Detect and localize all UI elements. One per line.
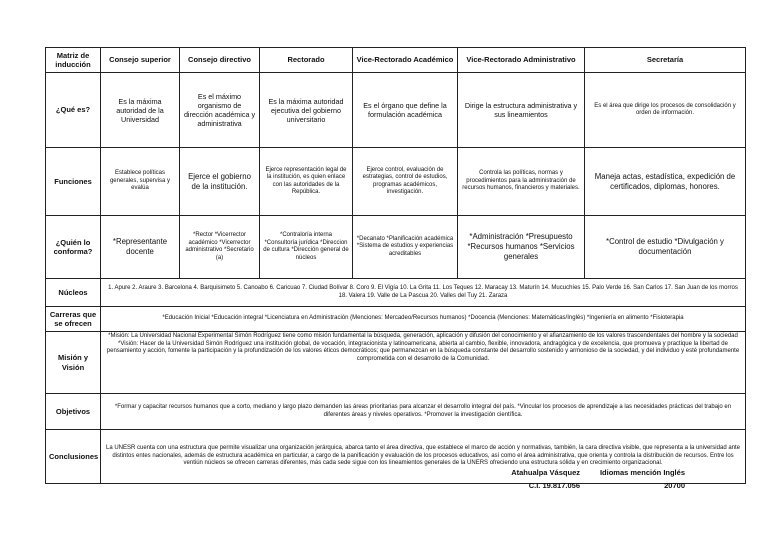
cell-funciones-consejo-superior: Establece políticas generales, supervisa y evalúa	[101, 148, 180, 216]
cell-nucleos: 1. Apure 2. Araure 3. Barcelona 4. Barquisimeto 5. Canoabo 6. Caricuao 7. Ciudad Bolívar 8. Coro 9. El Vigía 10. La Grita 11. Los Teques 12. Maracay 13. Maturín 14. Mucuchíes 15. Palo Verde 16. San Carlos 17. San Juan de los morros 18. Valera 19. Valle de La Pascua 20. Valles del Tuy 21. Zaraza	[101, 279, 746, 307]
row-label-objetivos: Objetivos	[46, 394, 101, 430]
header-row	[46, 48, 746, 73]
cell-conclusiones: La UNESR cuenta con una estructura que permite visualizar una organización jerárquica, abarca tanto el área directiva, que establece el marco de acción y normativas, también, la cara directiva visible, que representa a la universidad ante distintos entes nacionales, además de estructura académica en particular, a cargo de la panificación y evaluación de los procesos educativos, así como el área administrativa, que orienta y controla la distribución de recursos. Entre los ventiún núcleos se ofrecen carreras diferentes, más cada sede sigue con los lineamientos generales de la UNERS ofreciendo una estructura sólida y en crecimiento organizacional.	[101, 430, 746, 484]
cell-funciones-secretaria: Maneja actas, estadística, expedición de certificados, diplomas, honores.	[585, 148, 746, 216]
corner-header: Matriz de inducción	[46, 48, 101, 73]
cell-quien-vice-academico: *Decanato *Planificación académica *Sistema de estudios y experiencias acreditables	[353, 216, 458, 279]
cell-que-es-consejo-superior: Es la máxima autoridad de la Universidad	[101, 73, 180, 148]
cell-quien-secretaria: *Control de estudio *Divulgación y documentación	[585, 216, 746, 279]
cell-que-es-consejo-directivo: Es el máximo organismo de dirección académica y administrativa	[180, 73, 260, 148]
cell-funciones-vice-academico: Ejerce control, evaluación de estrategias, control de estudios, programas académicos, investigación.	[353, 148, 458, 216]
cell-que-es-rectorado: Es la máxima autoridad ejecutiva del gobierno universitario	[260, 73, 353, 148]
signature-id: C.I. 19.817.056	[528, 481, 580, 490]
induction-matrix-table	[45, 47, 746, 484]
header-secretaria: Secretaría	[585, 48, 746, 73]
signature-code: 20700	[664, 481, 685, 490]
row-label-mision-vision: Misión y Visión	[46, 332, 101, 394]
row-nucleos	[46, 279, 746, 307]
row-label-conclusiones: Conclusiones	[46, 430, 101, 484]
cell-funciones-rectorado: Ejerce representación legal de la institución, es quien enlace con las autoridades de la República.	[260, 148, 353, 216]
cell-objetivos: *Formar y capacitar recursos humanos que a corto, mediano y largo plazo demanden las áreas prioritarias para alcanzar el desarrollo integral del país. *Vincular los procesos de aprendizaje a las necesidades prácticas del trabajo en diferentes áreas y niveles operativos. *Promover la investigación científica.	[101, 394, 746, 430]
cell-quien-consejo-directivo: *Rector *Vicerrector académico *Vicerrector administrativo *Secretario (a)	[180, 216, 260, 279]
cell-quien-vice-administrativo: *Administración *Presupuesto *Recursos humanos *Servicios generales	[458, 216, 585, 279]
cell-quien-consejo-superior: *Representante docente	[101, 216, 180, 279]
row-label-funciones: Funciones	[46, 148, 101, 216]
header-vice-administrativo: Vice-Rectorado Administrativo	[458, 48, 585, 73]
signature-name: Atahualpa Vásquez	[511, 468, 580, 477]
header-consejo-superior: Consejo superior	[101, 48, 180, 73]
row-label-carreras: Carreras que se ofrecen	[46, 307, 101, 332]
row-carreras	[46, 307, 746, 332]
cell-carreras: *Educación Inicial *Educación integral *Licenciatura en Administración (Menciones: Mercadeo/Recursos humanos) *Docencia (Menciones: Matemáticas/Inglés) *Ingeniería en alimento *Fisioterapia	[101, 307, 746, 332]
header-consejo-directivo: Consejo directivo	[180, 48, 260, 73]
row-label-nucleos: Núcleos	[46, 279, 101, 307]
cell-funciones-vice-administrativo: Controla las políticas, normas y procedimientos para la administración de recursos humanos, financieros y materiales.	[458, 148, 585, 216]
header-rectorado: Rectorado	[260, 48, 353, 73]
cell-mision-vision: *Misión: La Universidad Nacional Experimental Simón Rodríguez tiene como misión fundamental la búsqueda, generación, aplicación y difusión del conocimiento y el afianzamiento de los valores trascendentales del hombre y la sociedad *Visión: Hacer de la Universidad Simón Rodríguez una institución global, de vocación, integracionista y latinoamericana, abierta al cambio, flexible, innovadora, andragógica y de excelencia, que promueva y practique la libertad de pensamiento y acción, fomente la participación y la profundización de los valores éticos democráticos; que permanezcan en la búsqueda constante del desarrollo sostenido y armonioso de la sociedad, y del individuo y esté profundamente comprometida con el desarrollo de la Comunidad.	[101, 332, 746, 394]
row-mision-vision	[46, 332, 746, 394]
cell-que-es-secretaria: Es el área que dirige los procesos de consolidación y orden de información.	[585, 73, 746, 148]
cell-que-es-vice-academico: Es el órgano que define la formulación académica	[353, 73, 458, 148]
signature-course: Idiomas mención Inglés	[599, 468, 685, 477]
row-label-quien-conforma: ¿Quién lo conforma?	[46, 216, 101, 279]
header-vice-academico: Vice-Rectorado Académico	[353, 48, 458, 73]
cell-funciones-consejo-directivo: Ejerce el gobierno de la institución.	[180, 148, 260, 216]
cell-que-es-vice-administrativo: Dirige la estructura administrativa y sus lineamientos	[458, 73, 585, 148]
row-objetivos	[46, 394, 746, 430]
row-quien-conforma	[46, 216, 746, 279]
cell-quien-rectorado: *Contraloría interna *Consultoría jurídica *Direccion de cultura *Dirección general de núcleos	[260, 216, 353, 279]
row-label-que-es: ¿Qué es?	[46, 73, 101, 148]
row-funciones	[46, 148, 746, 216]
row-que-es	[46, 73, 746, 148]
